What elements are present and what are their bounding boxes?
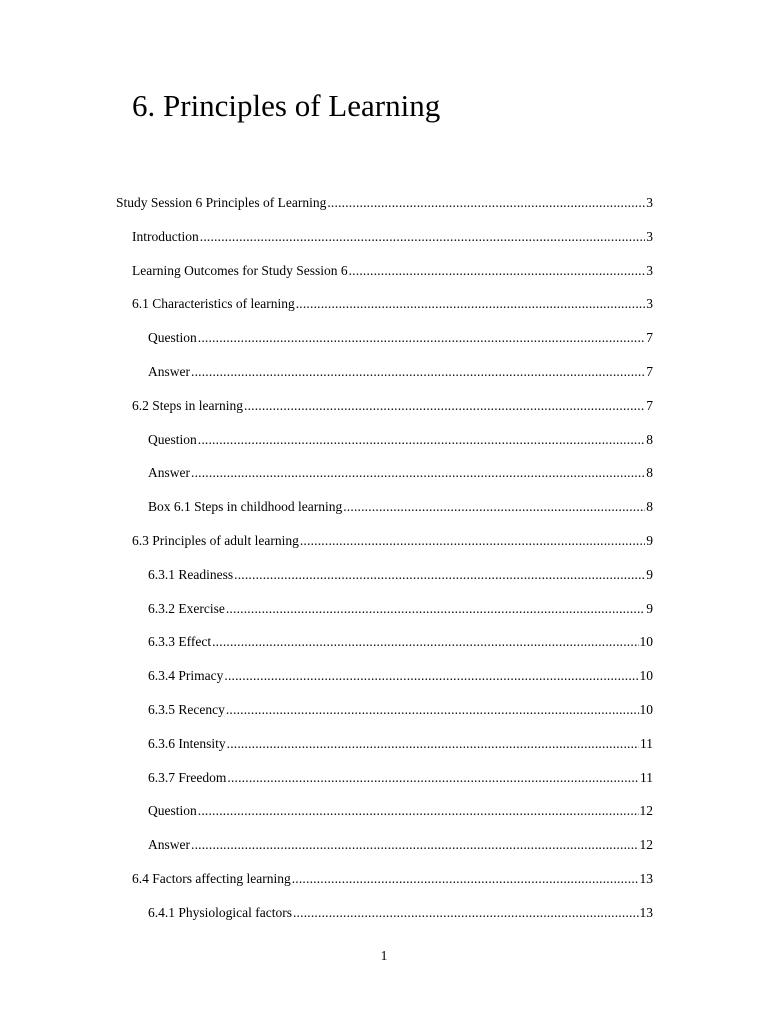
- toc-entry[interactable]: [132, 294, 653, 314]
- toc-entry[interactable]: [132, 531, 653, 551]
- toc-entry-page: 3: [646, 228, 653, 244]
- toc-entry[interactable]: [148, 666, 653, 686]
- toc-entry-label: Question: [148, 330, 197, 346]
- toc-dot-leader: [292, 869, 639, 889]
- toc-entry-label: Answer: [148, 364, 190, 379]
- toc-entry-label: 6.1 Characteristics of learning: [132, 296, 295, 312]
- toc-entry-page: 7: [646, 330, 653, 346]
- toc-entry-label: 6.3.2 Exercise: [148, 600, 225, 616]
- page-number: 1: [380, 948, 388, 963]
- toc-entry-page: 12: [639, 803, 653, 819]
- toc-entry-page: 7: [646, 364, 653, 379]
- toc-entry[interactable]: [148, 362, 653, 382]
- toc-entry[interactable]: [148, 599, 653, 619]
- toc-entry-label: Question: [148, 803, 197, 819]
- toc-entry-page: 10: [639, 668, 653, 684]
- toc-entry-page: 13: [639, 904, 653, 920]
- toc-entry-page: 3: [646, 262, 653, 278]
- toc-dot-leader: [224, 666, 638, 686]
- toc-entry-label: Question: [148, 431, 197, 447]
- toc-entry-label: 6.3.1 Readiness: [148, 566, 234, 582]
- toc-dot-leader: [227, 768, 639, 788]
- toc-entry-page: 3: [646, 195, 653, 210]
- toc-dot-leader: [227, 734, 639, 754]
- toc-entry-label: Box 6.1 Steps in childhood learning: [148, 499, 343, 515]
- toc-entry[interactable]: [116, 193, 653, 213]
- toc-entry-label: 6.3 Principles of adult learning: [132, 533, 299, 548]
- toc-dot-leader: [226, 599, 645, 619]
- toc-entry-page: 12: [639, 837, 653, 853]
- toc-entry-page: 13: [639, 871, 653, 886]
- toc-dot-leader: [343, 497, 645, 517]
- toc-dot-leader: [327, 193, 645, 213]
- toc-entry[interactable]: [132, 869, 653, 889]
- toc-entry-page: 9: [646, 600, 653, 616]
- toc-entry-label: 6.3.5 Recency: [148, 702, 225, 717]
- toc-entry-label: Answer: [148, 465, 190, 481]
- toc-entry-label: 6.4 Factors affecting learning: [132, 871, 291, 886]
- toc-entry-label: Study Session 6 Principles of Learning: [116, 195, 327, 210]
- toc-entry[interactable]: [148, 497, 653, 517]
- toc-entry[interactable]: [148, 632, 653, 652]
- toc-dot-leader: [191, 835, 639, 855]
- toc-entry-page: 8: [646, 465, 653, 481]
- toc-entry-label: Introduction: [132, 228, 199, 244]
- toc-entry-page: 11: [640, 769, 653, 785]
- toc-entry[interactable]: [148, 700, 653, 720]
- toc-entry-label: Answer: [148, 837, 190, 853]
- toc-dot-leader: [212, 632, 638, 652]
- toc-entry[interactable]: [148, 768, 653, 788]
- toc-entry-page: 9: [646, 533, 653, 548]
- toc-entry-page: 11: [640, 735, 653, 751]
- toc-entry[interactable]: [132, 396, 653, 416]
- toc-dot-leader: [226, 700, 639, 720]
- toc-entry[interactable]: [148, 734, 653, 754]
- toc-entry[interactable]: [148, 565, 653, 585]
- toc-entry-label: 6.4.1 Physiological factors: [148, 904, 292, 920]
- toc-entry-page: 8: [646, 431, 653, 447]
- toc-entry-label: 6.2 Steps in learning: [132, 397, 243, 413]
- toc-dot-leader: [200, 227, 646, 247]
- toc-entry[interactable]: [132, 227, 653, 247]
- toc-dot-leader: [300, 531, 645, 551]
- toc-entry-page: 7: [646, 397, 653, 413]
- toc-entry-label: 6.3.4 Primacy: [148, 668, 224, 684]
- toc-entry[interactable]: [148, 835, 653, 855]
- toc-entry-page: 10: [639, 634, 653, 650]
- toc-dot-leader: [296, 294, 646, 314]
- toc-dot-leader: [293, 903, 639, 923]
- toc-dot-leader: [234, 565, 645, 585]
- toc-entry-page: 10: [639, 702, 653, 717]
- toc-entry[interactable]: [148, 903, 653, 923]
- toc-dot-leader: [191, 362, 645, 382]
- toc-entry-label: 6.3.3 Effect: [148, 634, 212, 650]
- toc-dot-leader: [198, 801, 639, 821]
- toc-entry-label: 6.3.6 Intensity: [148, 735, 226, 751]
- toc-entry[interactable]: [148, 801, 653, 821]
- toc-entry-page: 9: [646, 566, 653, 582]
- toc-dot-leader: [349, 261, 646, 281]
- toc-dot-leader: [198, 328, 646, 348]
- toc-entry[interactable]: [148, 328, 653, 348]
- toc-entry[interactable]: [148, 463, 653, 483]
- toc-dot-leader: [198, 430, 646, 450]
- document-title: 6. Principles of Learning: [132, 88, 441, 123]
- toc-dot-leader: [191, 463, 645, 483]
- toc-entry[interactable]: [132, 261, 653, 281]
- toc-entry-label: 6.3.7 Freedom: [148, 769, 227, 785]
- toc-entry[interactable]: [148, 430, 653, 450]
- toc-entry-label: Learning Outcomes for Study Session 6: [132, 262, 348, 278]
- toc-entry-page: 8: [646, 499, 653, 515]
- toc-entry-page: 3: [646, 296, 653, 312]
- toc-dot-leader: [244, 396, 645, 416]
